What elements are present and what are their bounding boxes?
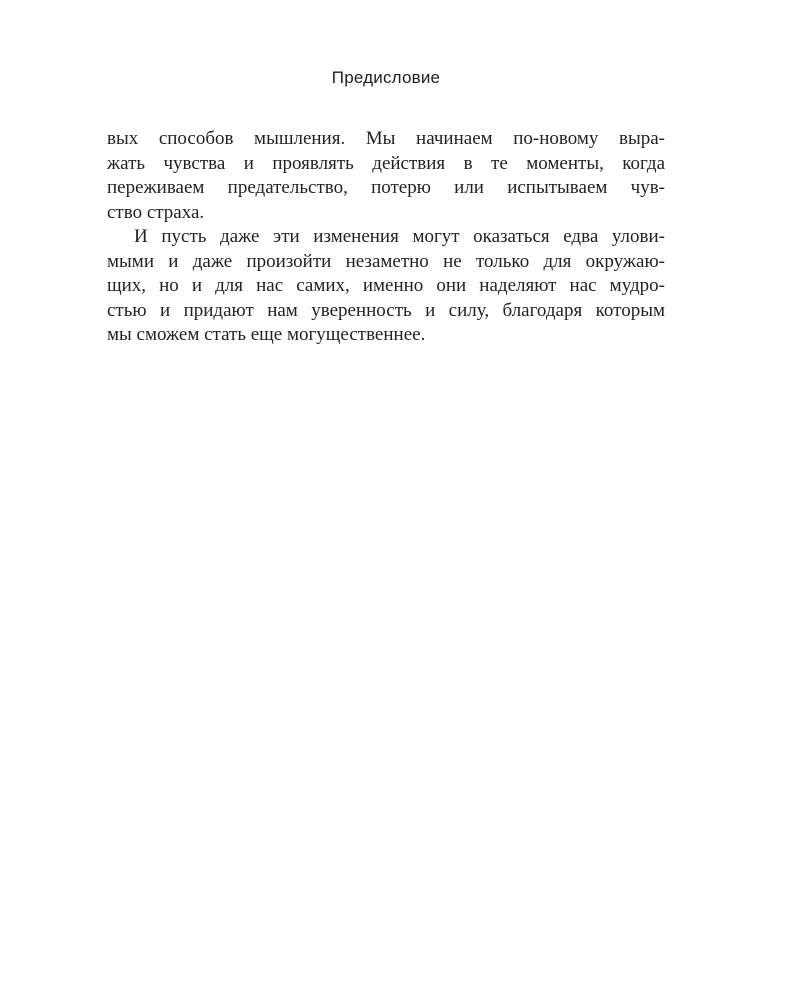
text-line: вых способов мышления. Мы начинаем по-новому выра- [107, 128, 665, 149]
text-line: переживаем предательство, потерю или испытываем чув- [107, 177, 665, 198]
text-line: И пусть даже эти изменения могут оказаться едва улови- [134, 226, 665, 247]
text-line: мы сможем стать еще могущественнее. [107, 324, 426, 345]
text-line: мыми и даже произойти незаметно не только для окружаю- [107, 250, 665, 272]
body-text [107, 127, 665, 348]
text-line: щих, но и для нас самих, именно они наделяют нас мудро- [107, 275, 665, 296]
running-header: Предисловие [331, 68, 441, 87]
text-line: жать чувства и проявлять действия в те моменты, когда [107, 152, 665, 174]
paragraph-1 [107, 127, 665, 225]
text-line: ство страха. [107, 201, 205, 223]
paragraph-2 [107, 225, 665, 348]
text-line: стью и придают нам уверенность и силу, благодаря которым [107, 299, 665, 321]
